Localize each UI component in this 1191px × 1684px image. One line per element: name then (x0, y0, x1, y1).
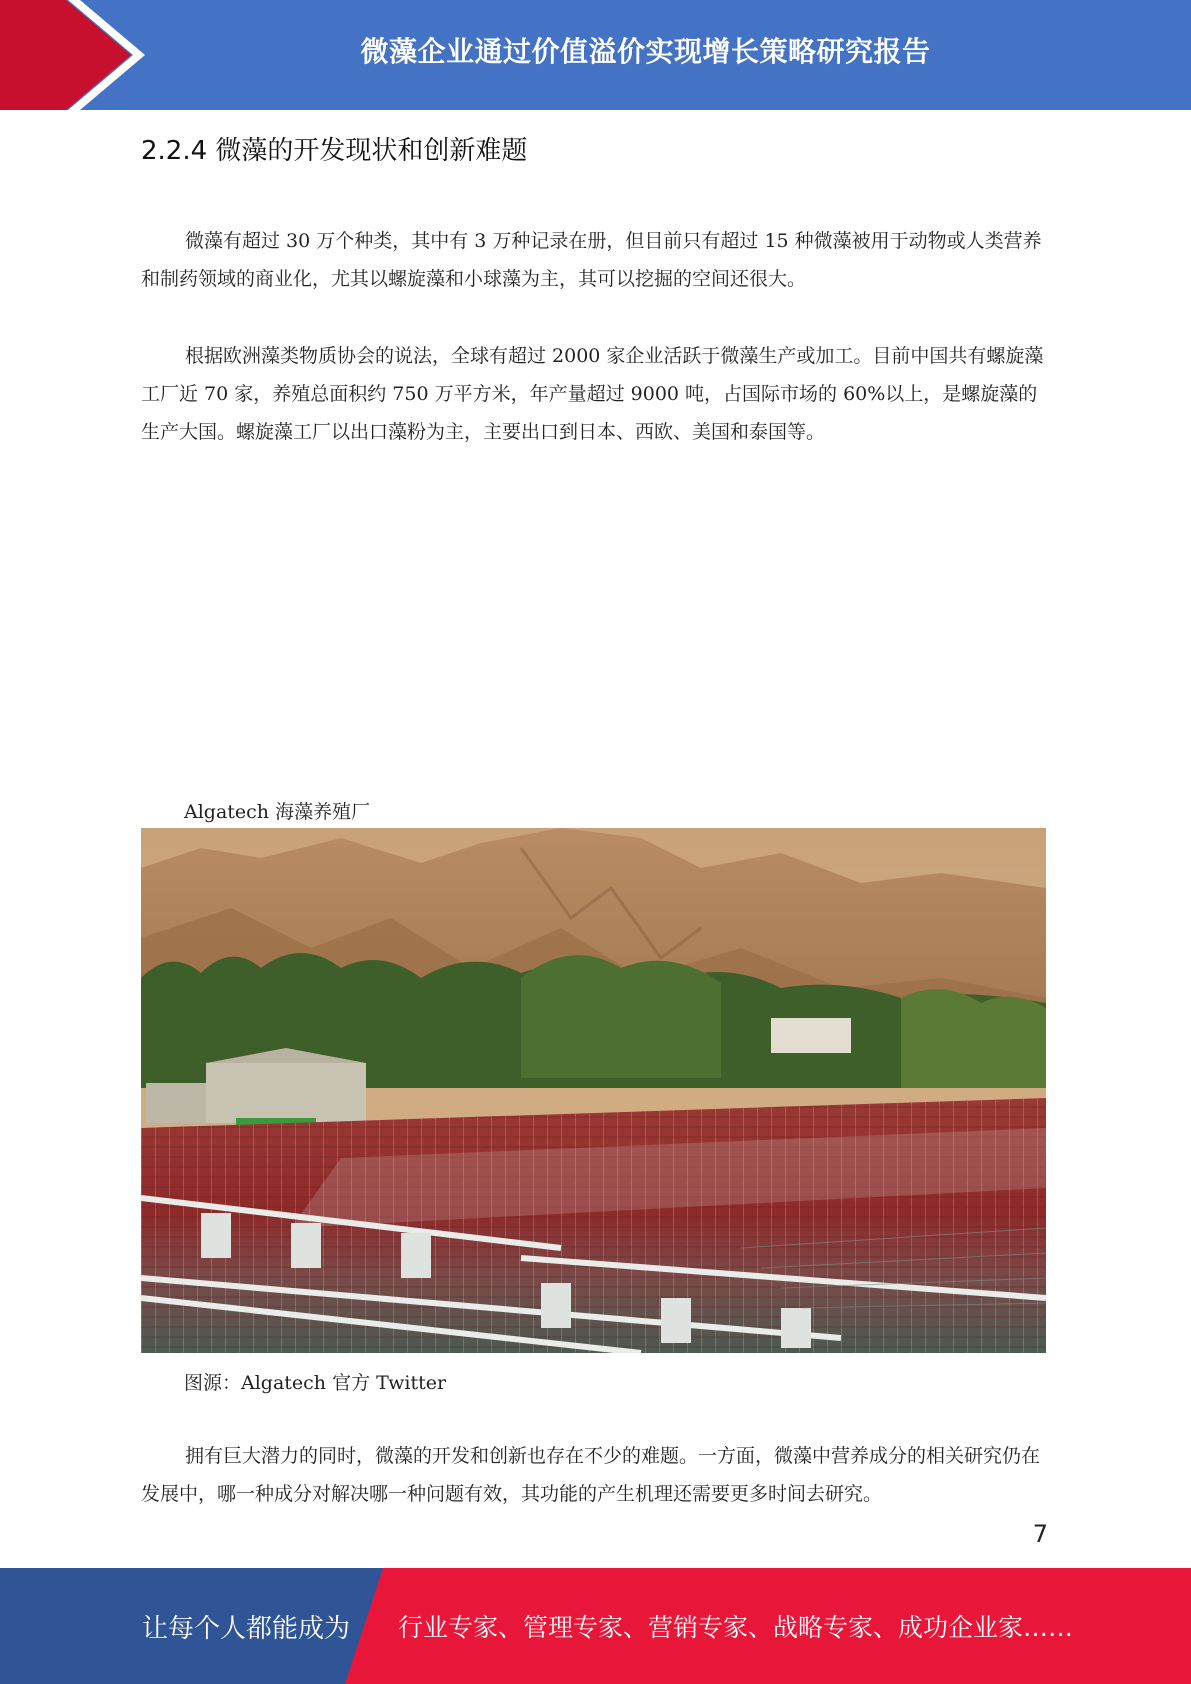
paragraph-2: 根据欧洲藻类物质协会的说法，全球有超过 2000 家企业活跃于微藻生产或加工。目前中国共有螺旋藻工厂近 70 家，养殖总面积约 750 万平方米，年产量超过 9000 吨，占国际市场的 60%以上，是螺旋藻的生产大国。螺旋藻工厂以出口藻粉为主，主要出口到日本、西欧、美国和泰国等。 (141, 345, 1044, 443)
footer-slogan-right: 行业专家、管理专家、营销专家、战略专家、成功企业家…… (398, 1613, 1074, 1642)
algae-farm-photo (141, 828, 1046, 1353)
report-title: 微藻企业通过价值溢价实现增长策略研究报告 (360, 35, 931, 68)
report-footer (0, 1568, 1191, 1684)
paragraph-3: 拥有巨大潜力的同时，微藻的开发和创新也存在不少的难题。一方面，微藻中营养成分的相关研究仍在发展中，哪一种成分对解决哪一种问题有效，其功能的产生机理还需要更多时间去研究。 (141, 1445, 1041, 1505)
figure-source: 图源：Algatech 官方 Twitter (184, 1372, 447, 1394)
figure-caption: Algatech 海藻养殖厂 (184, 801, 371, 823)
paragraph-1: 微藻有超过 30 万个种类，其中有 3 万种记录在册，但目前只有超过 15 种微藻被用于动物或人类营养和制药领域的商业化，尤其以螺旋藻和小球藻为主，其可以挖掘的空间还很大。 (141, 230, 1042, 290)
footer-slogan-left: 让每个人都能成为 (142, 1613, 351, 1644)
page-number: 7 (1032, 1520, 1048, 1548)
section-heading: 2.2.4 微藻的开发现状和创新难题 (141, 136, 528, 166)
header-chevron-icon (0, 0, 160, 110)
report-header (0, 0, 1191, 110)
